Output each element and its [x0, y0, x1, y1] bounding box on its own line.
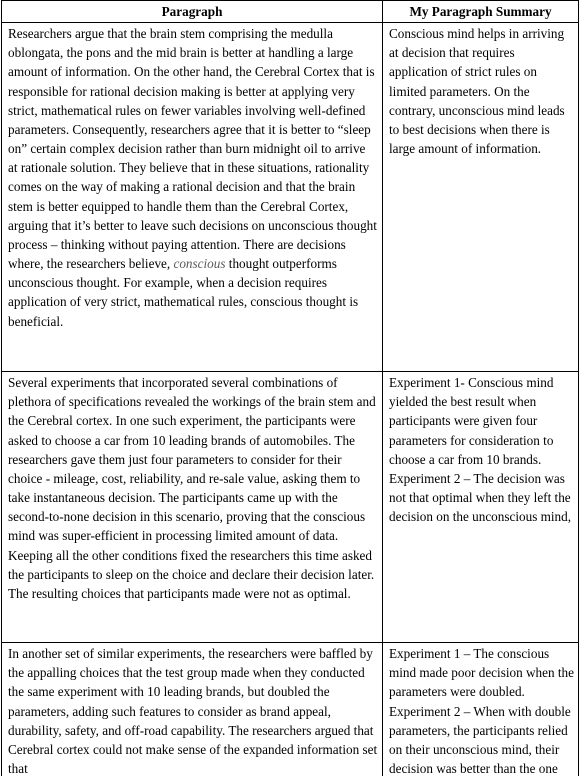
- summary-cell: [383, 23, 579, 372]
- summary-table: [1, 0, 579, 776]
- paragraph-text: [8, 24, 378, 331]
- summary-text: Experiment 2 – When with double parameters, the participants relied on their unconscious mind, their decision was better than the one: [389, 703, 571, 776]
- paragraph-cell: [2, 643, 383, 776]
- table-row: [2, 23, 579, 372]
- table-row: [2, 372, 579, 643]
- table-row: [2, 643, 579, 776]
- paragraph-text-part: thought outperforms unconscious thought. For example, when a decision requires application of very strict, mathematical rules, conscious thought is beneficial.: [8, 256, 359, 329]
- paragraph-text: Several experiments that incorporated several combinations of plethora of specifications revealed the workings of the brain stem and the Cerebral cortex. In one such experiment, the participants were asked to choose a car from 10 leading brands of automobiles. The researchers gave them just four parameters to consider for their choice - mileage, cost, reliability, and re-sale value, asking them to take instantaneous decision. The participants came up with the second-to-none decision in this scenario, proving that the conscious mind was super-efficient in processing limited amount of data. Keeping all the other conditions fixed the researchers this time asked the participants to sleep on the choice and declare their decision later. The resulting choices that participants made were not as optimal.: [8, 375, 376, 601]
- paragraph-column-header: Paragraph: [2, 1, 383, 23]
- emphasized-word: conscious: [173, 256, 226, 272]
- summary-text: Experiment 1- Conscious mind yielded the best result when participants were given four parameters for consideration to choose a car from 10 brands.: [389, 375, 554, 467]
- paragraph-text: In another set of similar experiments, the researchers were baffled by the appalling choices that the test group made when they conducted the same experiment with 10 leading brands, but doubled the parameters, adding such features to consider as brand appeal, durability, safety, and off-road capability. The researchers argued that Cerebral cortex could not make sense of the expanded information set that: [8, 646, 378, 776]
- header-row: [2, 1, 579, 23]
- summary-text: Conscious mind helps in arriving at decision that requires application of strict rules on limited parameters. On the contrary, unconscious mind leads to best decisions when there is large amount of information.: [389, 26, 565, 157]
- summary-cell: [383, 643, 579, 776]
- paragraph-cell: [2, 23, 383, 372]
- summary-text: Experiment 1 – The conscious mind made poor decision when the parameters were doubled.: [389, 646, 574, 700]
- summary-column-header: My Paragraph Summary: [383, 1, 579, 23]
- paragraph-text-part: Researchers argue that the brain stem comprising the medulla oblongata, the pons and the mid brain is better at handling a large amount of information. On the other hand, the Cerebral Cortex that is responsible for rational decision making is better at applying very strict, mathematical rules on fewer variables involving well-defined parameters. Consequently, researchers agree that it is better to “sleep on” certain complex decision rather than burn midnight oil to arrive at rationale solution. They believe that in these situations, rationality comes on the way of making a rational decision and that the brain stem is better equipped to handle them than the Cerebral Cortex, arguing that it’s better to leave such decisions on unconscious thought process – thinking without paying attention. There are decisions where, the researchers believe,: [8, 26, 377, 272]
- paragraph-cell: [2, 372, 383, 643]
- summary-text: Experiment 2 – The decision was not that optimal when they left the decision on the unconscious mind,: [389, 470, 572, 525]
- summary-cell: [383, 372, 579, 643]
